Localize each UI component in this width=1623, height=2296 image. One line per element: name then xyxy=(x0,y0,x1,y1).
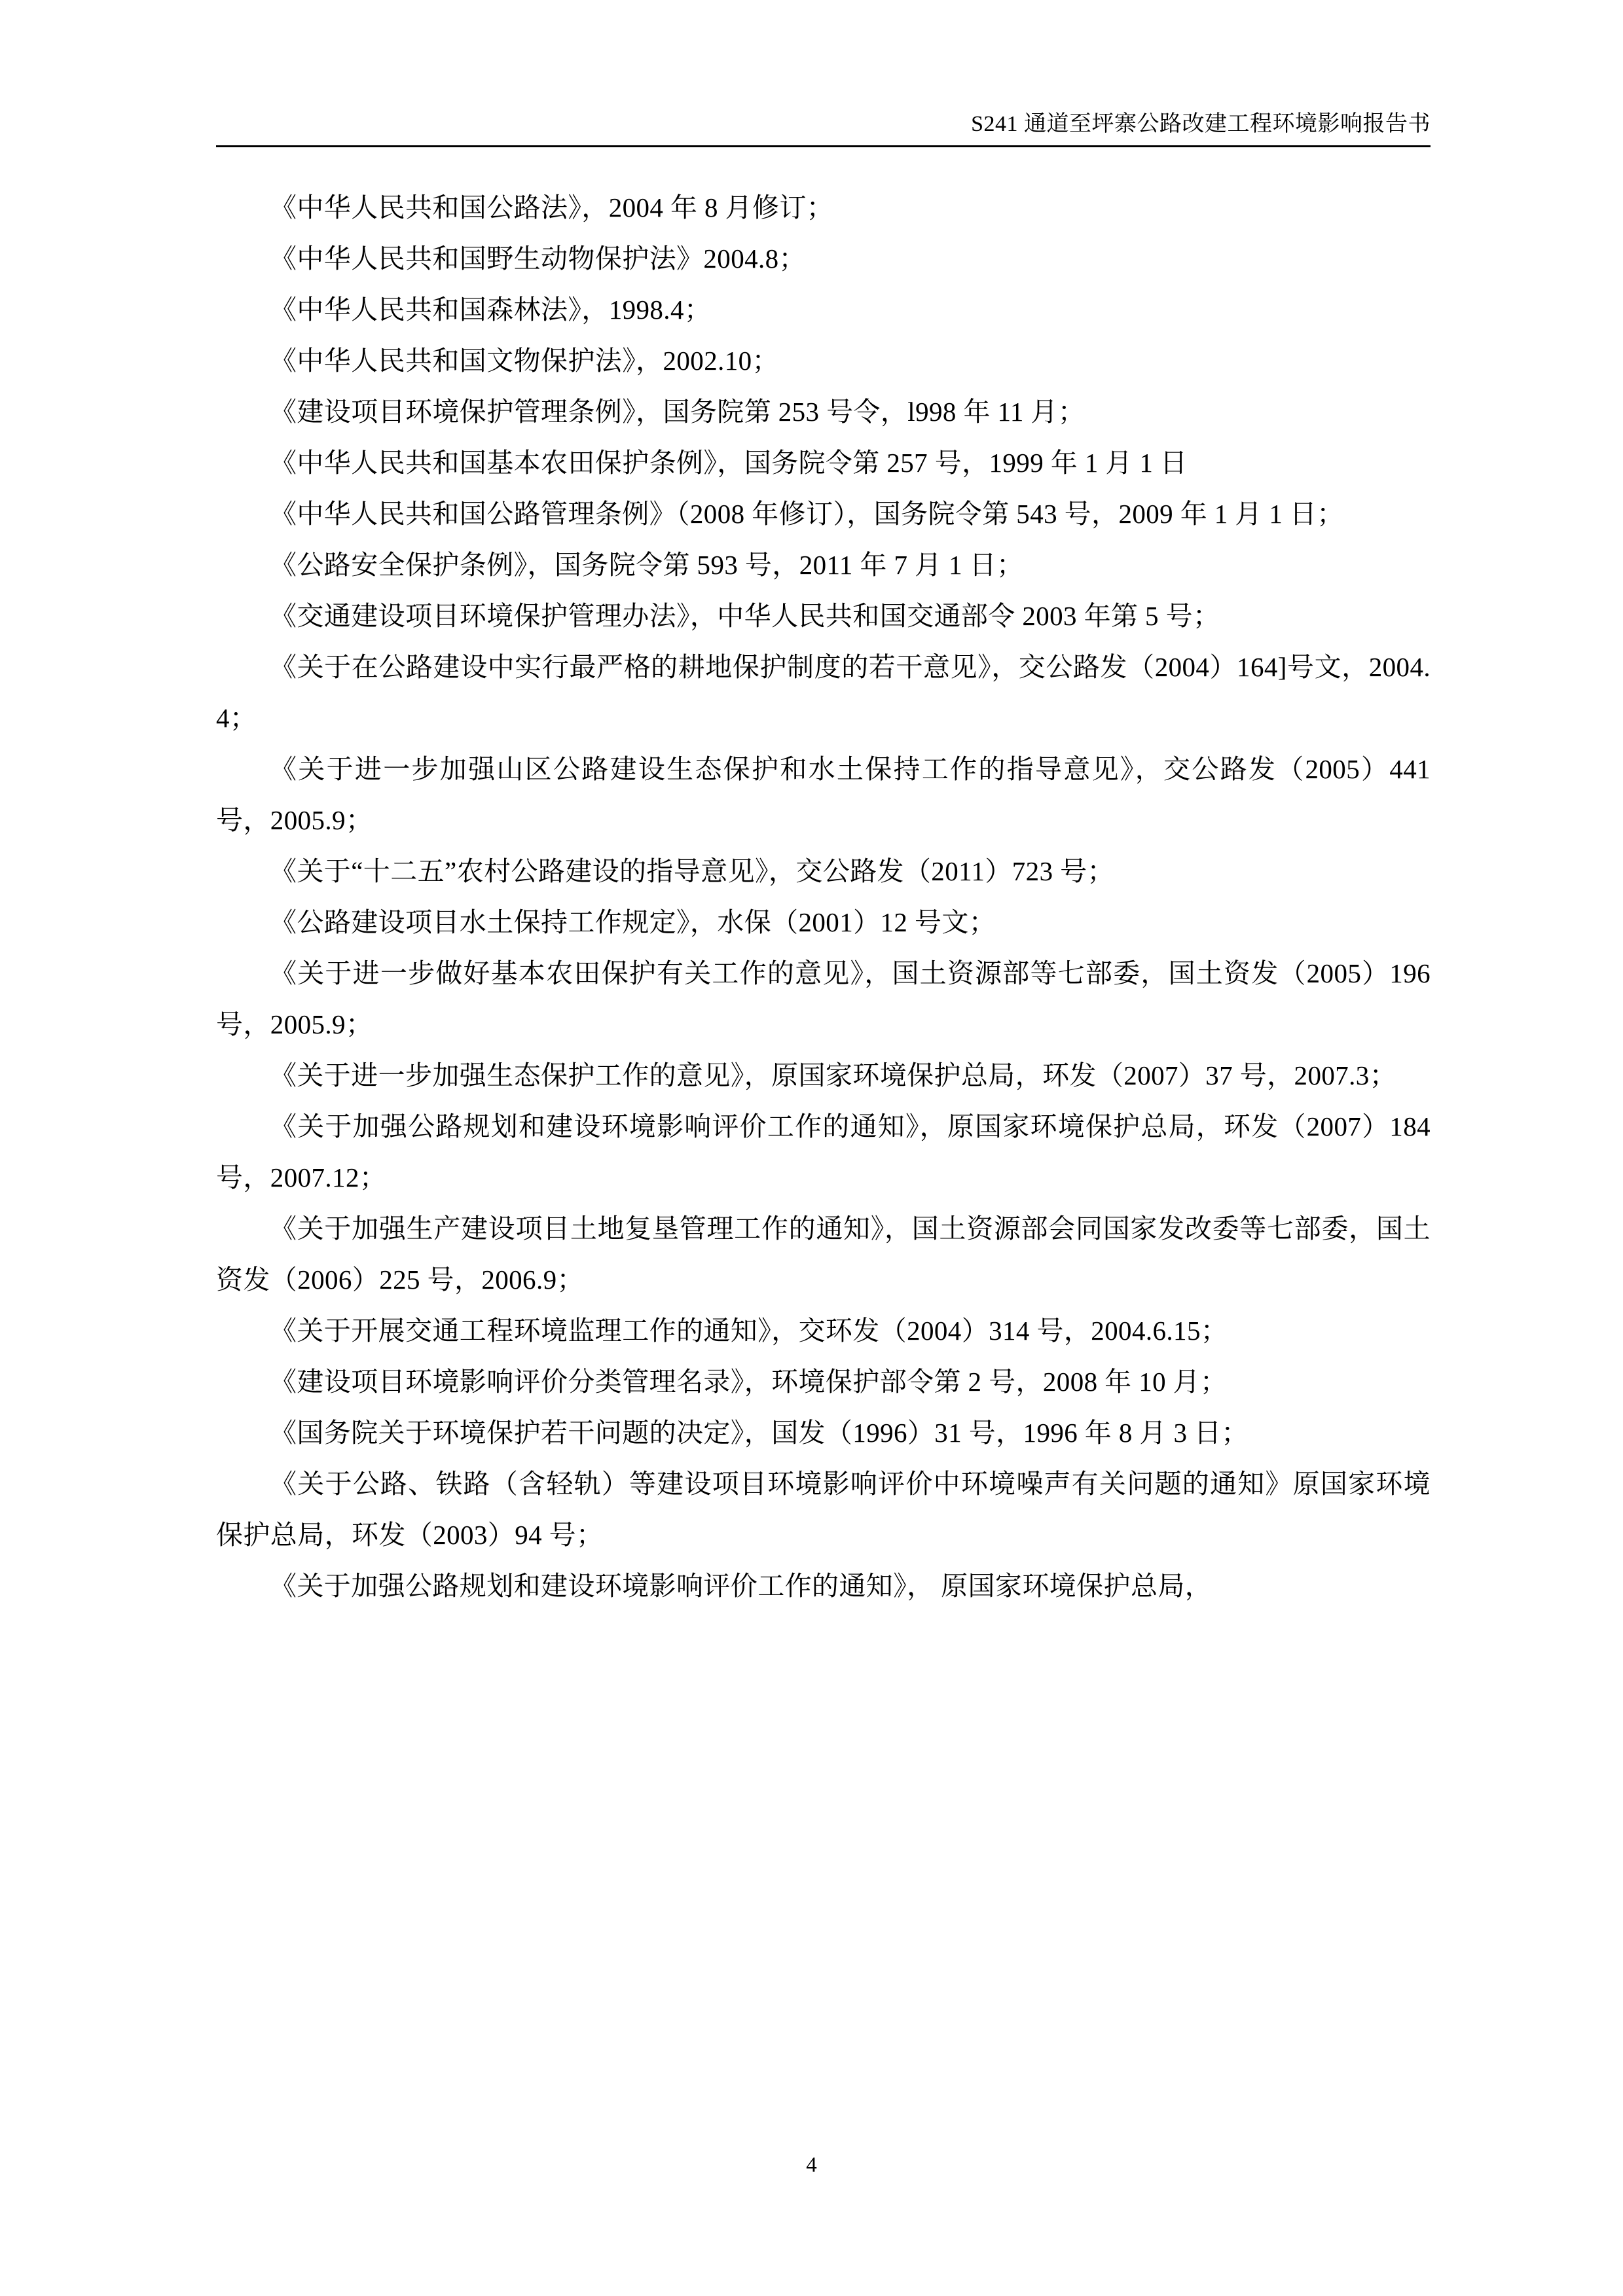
paragraph: 《交通建设项目环境保护管理办法》，中华人民共和国交通部令 2003 年第 5 号； xyxy=(270,601,1220,631)
paragraph: 《中华人民共和国公路法》，2004 年 8 月修订； xyxy=(270,192,834,223)
paragraph: 《公路建设项目水土保持工作规定》，水保（2001）12 号文； xyxy=(270,907,996,937)
paragraph: 《关于“十二五”农村公路建设的指导意见》，交公路发（2011）723 号； xyxy=(270,856,1114,886)
paragraph: 《公路安全保护条例》，国务院令第 593 号，2011 年 7 月 1 日； xyxy=(270,550,1024,580)
paragraph: 《关于开展交通工程环境监理工作的通知》，交环发（2004）314 号，2004.6.15； xyxy=(270,1316,1228,1346)
paragraph: 《中华人民共和国基本农田保护条例》，国务院令第 257 号，1999 年 1 月 1 日 xyxy=(270,448,1188,478)
page-number: 4 xyxy=(806,2153,817,2177)
paragraph: 《关于加强公路规划和建设环境影响评价工作的通知》，原国家环境保护总局，环发（2007）184 号，2007.12； xyxy=(216,1111,1431,1193)
paragraph: 《关于在公路建设中实行最严格的耕地保护制度的若干意见》，交公路发（2004）164]号文，2004.4； xyxy=(216,652,1431,733)
paragraph: 《中华人民共和国文物保护法》，2002.10； xyxy=(270,346,779,376)
paragraph: 《关于进一步加强生态保护工作的意见》，原国家环境保护总局，环发（2007）37 号，2007.3； xyxy=(270,1060,1397,1090)
page-header-title: S241 通道至坪寨公路改建工程环境影响报告书 xyxy=(971,112,1431,136)
paragraph: 《中华人民共和国公路管理条例》（2008 年修订），国务院令第 543 号，2009 年 1 月 1 日； xyxy=(270,499,1344,529)
document-body xyxy=(216,182,1431,1611)
paragraph: 《中华人民共和国野生动物保护法》2004.8； xyxy=(270,243,806,274)
paragraph: 《关于加强生产建设项目土地复垦管理工作的通知》，国土资源部会同国家发改委等七部委，国土资发（2006）225 号，2006.9； xyxy=(216,1213,1431,1295)
paragraph: 《国务院关于环境保护若干问题的决定》，国发（1996）31 号，1996 年 8 月 3 日； xyxy=(270,1418,1249,1448)
paragraph: 《建设项目环境保护管理条例》，国务院第 253 号令，l998 年 11 月； xyxy=(270,397,1085,427)
paragraph: 《关于公路、铁路（含轻轨）等建设项目环境影响评价中环境噪声有关问题的通知》原国家环境保护总局，环发（2003）94 号； xyxy=(216,1469,1431,1550)
paragraph: 《关于加强公路规划和建设环境影响评价工作的通知》， 原国家环境保护总局， xyxy=(270,1571,1213,1601)
paragraph: 《中华人民共和国森林法》，1998.4； xyxy=(270,295,712,325)
paragraph: 《关于进一步加强山区公路建设生态保护和水土保持工作的指导意见》，交公路发（2005）441 号，2005.9； xyxy=(216,754,1431,835)
paragraph: 《关于进一步做好基本农田保护有关工作的意见》，国土资源部等七部委，国土资发（2005）196 号，2005.9； xyxy=(216,958,1431,1039)
paragraph: 《建设项目环境影响评价分类管理名录》，环境保护部令第 2 号，2008 年 10 月； xyxy=(270,1367,1228,1397)
header-divider xyxy=(216,145,1431,147)
